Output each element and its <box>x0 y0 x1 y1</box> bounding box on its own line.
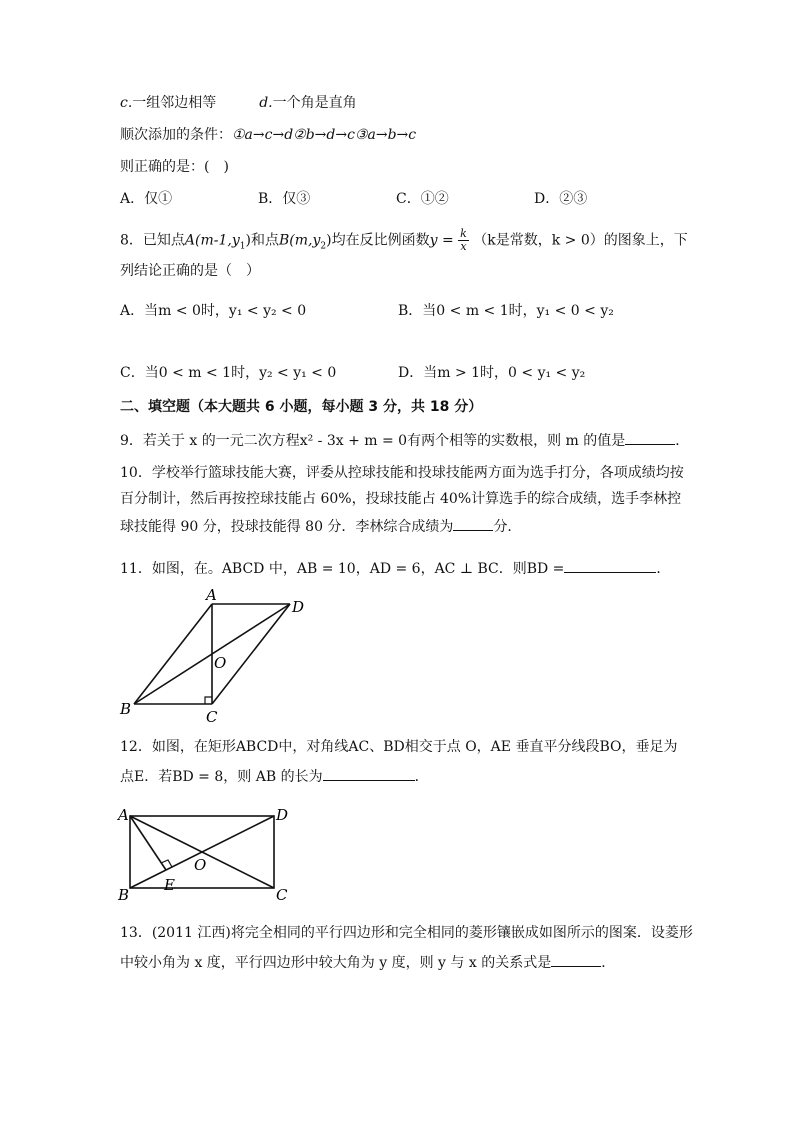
q7-condition-line <box>120 94 357 112</box>
label-o: O <box>214 654 227 672</box>
q11-blank <box>564 558 656 573</box>
q8-func-text: )均在反比例函数 <box>326 232 430 249</box>
q8-func-lhs: y = <box>429 232 454 249</box>
cond-c-label: c. <box>120 95 133 111</box>
q8-option-a: A．当m < 0时，y₁ < y₂ < 0 <box>120 303 307 319</box>
edge-ab <box>134 604 212 704</box>
q8-point-b-sub: 2 <box>320 241 327 252</box>
q12-line2 <box>120 766 429 786</box>
q10-blank <box>453 516 493 531</box>
label-o: O <box>194 856 207 874</box>
q10-line3-text: 球技能得 90 分，投球技能得 80 分．李林综合成绩为 <box>120 519 454 535</box>
q8-point-a-sub: 1 <box>239 241 246 252</box>
q8-intro: 8．已知点 <box>120 232 185 249</box>
q11-parallelogram-figure <box>114 586 314 726</box>
label-a: A <box>206 586 217 604</box>
q8-option-c: C．当0 < m < 1时，y₂ < y₁ < 0 <box>120 365 337 381</box>
q9-blank <box>625 430 675 445</box>
q13-blank <box>551 952 601 967</box>
order-1: ①a→c→d <box>232 127 294 143</box>
q8-frac-num: k <box>460 227 467 240</box>
q9-end: ． <box>675 433 690 449</box>
q12-line2-text: 点E．若BD = 8，则 AB 的长为 <box>120 769 323 785</box>
q7-option-b: B．仅③ <box>258 191 311 207</box>
q13-line1: 13．(2011 江西)将完全相同的平行四边形和完全相同的菱形镶嵌成如图所示的图案．设菱形 <box>120 925 693 941</box>
q11-end: ． <box>656 561 671 577</box>
q12-line1: 12．如图，在矩形ABCD中，对角线AC、BD相交于点 O，AE 垂直平分线段BO，垂足为 <box>120 739 678 755</box>
label-a: A <box>118 806 129 824</box>
q10-line3 <box>120 516 521 536</box>
q8-point-b: B(m,y <box>278 232 321 249</box>
q8-line1 <box>120 228 688 255</box>
q13-line2 <box>120 952 615 972</box>
right-angle-mark <box>205 697 212 704</box>
q8-connector: )和点 <box>245 232 279 249</box>
q7-question: 则正确的是：( ) <box>120 159 229 175</box>
label-c: C <box>206 708 218 726</box>
label-c: C <box>276 886 288 904</box>
label-b: B <box>118 886 130 904</box>
label-e: E <box>164 876 175 894</box>
q8-condition: （k是常数，k > 0）的图象上，下 <box>473 232 688 249</box>
q8-fraction <box>458 228 469 253</box>
section-2-title: 二、填空题（本大题共 6 小题，每小题 3 分，共 18 分） <box>120 399 483 415</box>
q11-line <box>120 558 670 578</box>
order-3: ③a→b→c <box>354 127 417 143</box>
q8-frac-den: x <box>460 240 467 253</box>
q9-text: 9．若关于 x 的一元二次方程x² - 3x + m = 0有两个相等的实数根，则 m 的值是 <box>120 433 626 449</box>
q12-rectangle-figure <box>116 804 296 904</box>
label-d: D <box>292 598 305 616</box>
q12-blank <box>323 766 415 781</box>
label-b: B <box>120 700 132 718</box>
label-d: D <box>276 806 289 824</box>
order-text: 顺次添加的条件： <box>120 127 232 143</box>
q8-option-b: B．当0 < m < 1时，y₁ < 0 < y₂ <box>398 303 614 319</box>
q11-text: 11．如图，在。ABCD 中，AB = 10，AD = 6，AC ⊥ BC．则BD = <box>120 561 565 577</box>
q8-line2: 列结论正确的是（ ） <box>120 263 260 279</box>
q9-line <box>120 430 689 450</box>
q13-line2-end: ． <box>601 955 616 971</box>
cond-d-label: d. <box>259 95 273 111</box>
q13-line2-text: 中较小角为 x 度，平行四边形中较大角为 y 度，则 y 与 x 的关系式是 <box>120 955 552 971</box>
q10-line3-end: 分． <box>493 519 522 535</box>
segment-ae <box>130 816 166 870</box>
q7-order-line <box>120 126 416 144</box>
order-2: ②b→d→c <box>293 127 355 143</box>
q8-point-a: A(m-1,y <box>184 232 240 249</box>
q10-line1: 10．学校举行篮球技能大赛，评委从控球技能和投球技能两方面为选手打分，各项成绩均按 <box>120 465 684 481</box>
q12-line2-end: ． <box>414 769 429 785</box>
q7-option-d: D．②③ <box>534 191 588 207</box>
q8-option-d: D．当m > 1时，0 < y₁ < y₂ <box>398 365 586 381</box>
q7-option-a: A．仅① <box>120 191 173 207</box>
cond-c-text: 一组邻边相等 <box>132 95 217 111</box>
q10-line2: 百分制计，然后再按控球技能占 60%，投球技能占 40%计算选手的综合成绩，选手李林控 <box>120 491 682 507</box>
cond-d-text: 一个角是直角 <box>272 95 357 111</box>
q7-option-c: C．①② <box>396 191 449 207</box>
